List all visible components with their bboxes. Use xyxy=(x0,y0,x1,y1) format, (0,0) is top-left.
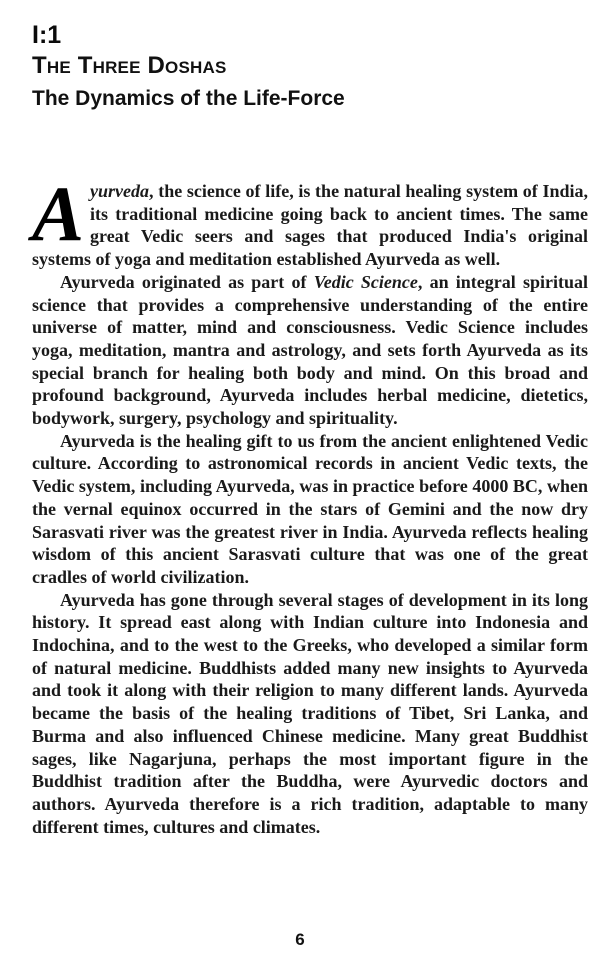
page-number: 6 xyxy=(295,930,305,949)
paragraph-2-seg-1: Ayurveda originated as part of xyxy=(60,271,314,292)
paragraph-3-seg-1: Ayurveda is the healing gift to us from the ancient enlightened Vedic culture. According to astronomical records in ancient Vedic texts, the Vedic system, including Ayurveda, was in practice before 4000 BC, when the vernal equinox occurred in the stars of Gemini and the now dry Sarasvati river was the greatest river in India. Ayurveda reflects healing wisdom of this ancient Sarasvati culture that was one of the great cradles of world civilization. xyxy=(32,430,588,587)
chapter-title: The Three Doshas xyxy=(32,52,227,79)
chapter-number: I:1 xyxy=(32,21,62,49)
paragraph-4-seg-1: Ayurveda has gone through several stages of development in its long history. It spread east along with Indian culture into Indonesia and Indochina, and to the west to the Greeks, who developed a similar form of natural medicine. Buddhists added many new insights to Ayurveda and took it along with their religion to many different lands. Ayurveda became the basis of the healing traditions of Tibet, Sri Lanka, and Burma and also influenced Chinese medicine. Many great Buddhist sages, like Nagarjuna, perhaps the most important figure in the Buddhist tradition after the Buddha, were Ayurvedic doctors and authors. Ayurveda therefore is a rich tradition, adaptable to many different times, cultures and climates. xyxy=(32,589,588,837)
paragraph-2-seg-2: Vedic Science xyxy=(313,271,418,292)
chapter-subtitle: The Dynamics of the Life-Force xyxy=(32,87,345,110)
paragraph-2 xyxy=(32,271,588,430)
paragraph-1-seg-2: , the science of life, is the natural healing system of India, its traditional medicine going back to ancient times. The same great Vedic seers and sages that produced India's original systems of yoga and meditation established Ayurveda as well. xyxy=(32,181,588,270)
paragraph-2-seg-3: , an integral spiritual science that provides a comprehensive understanding of the entire universe of matter, mind and consciousness. Vedic Science includes yoga, meditation, mantra and astrology, and sets forth Ayurveda as its special branch for healing both body and mind. On this broad and profound background, Ayurveda includes herbal medicine, dietetics, bodywork, surgery, psychology and spirituality. xyxy=(32,271,588,429)
paragraph-1-seg-1: yurveda xyxy=(90,181,150,201)
body-text xyxy=(32,170,588,838)
paragraph-3 xyxy=(32,430,588,589)
drop-cap: A xyxy=(32,170,85,257)
paragraph-1 xyxy=(32,170,588,271)
paragraph-4 xyxy=(32,589,588,839)
